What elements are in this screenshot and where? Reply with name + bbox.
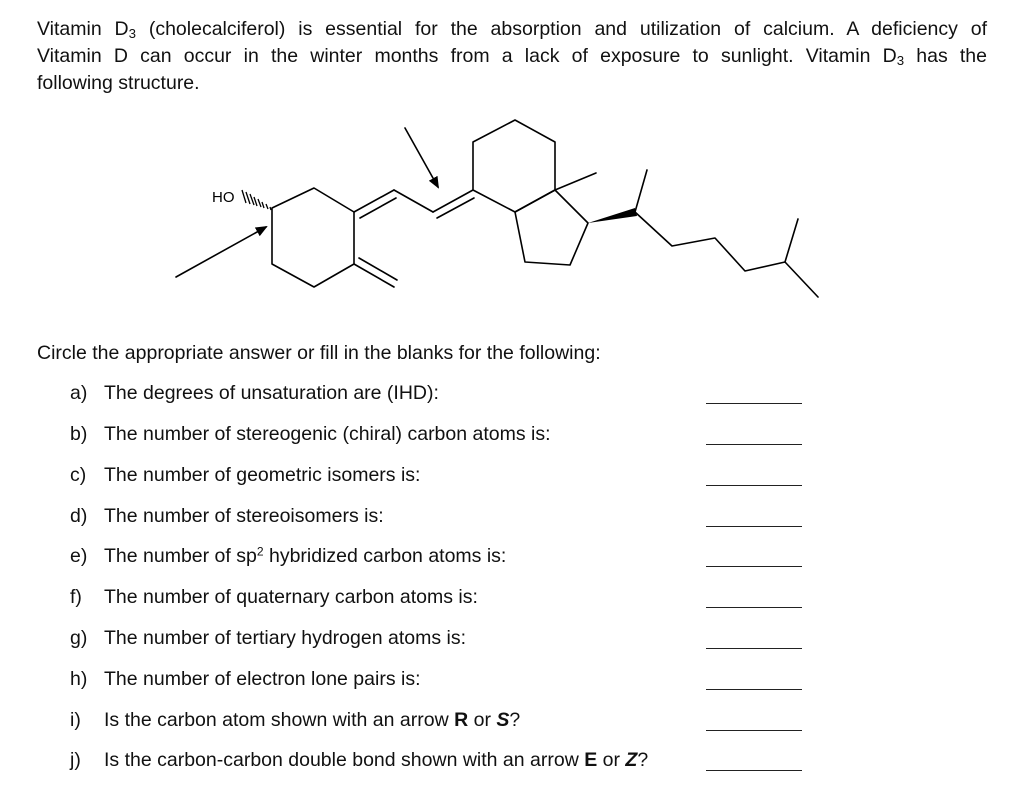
question-j: j) Is the carbon-carbon double bond shown with an arrow E or Z? bbox=[70, 747, 810, 774]
answer-blank-g[interactable] bbox=[706, 648, 802, 649]
answer-blank-c[interactable] bbox=[706, 485, 802, 486]
answer-blank-d[interactable] bbox=[706, 526, 802, 527]
ring-c bbox=[473, 120, 555, 212]
vitamin-d3-structure bbox=[0, 100, 1024, 310]
option-e[interactable]: E bbox=[584, 749, 598, 771]
question-d: d) The number of stereoisomers is: bbox=[70, 503, 810, 530]
answer-blank-f[interactable] bbox=[706, 607, 802, 608]
question-a: a) The degrees of unsaturation are (IHD): bbox=[70, 380, 810, 407]
intro-line-1: Vitamin $D_3$ (cholecalciferol) is essential for the absorption and utilization of calcium. A deficiency of bbox=[37, 18, 988, 41]
option-r[interactable]: R bbox=[454, 709, 469, 731]
intro-line-2: Vitamin D can occur in the winter months from a lack of exposure to sunlight. Vitamin $D_3$ has the bbox=[37, 45, 987, 68]
option-z[interactable]: Z bbox=[625, 749, 638, 771]
answer-blank-h[interactable] bbox=[706, 689, 802, 690]
ring-a bbox=[272, 188, 354, 287]
option-s[interactable]: S bbox=[496, 709, 510, 731]
question-c: c) The number of geometric isomers is: bbox=[70, 462, 810, 489]
hydroxyl-label: HO bbox=[212, 189, 235, 206]
answer-blank-a[interactable] bbox=[706, 403, 802, 404]
answer-blank-i[interactable] bbox=[706, 730, 802, 731]
side-chain bbox=[635, 212, 818, 297]
answer-blank-e[interactable] bbox=[706, 566, 802, 567]
question-e: e) The number of $sp^2$ hybridized carbon atoms is: bbox=[70, 543, 810, 570]
answer-blank-j[interactable] bbox=[706, 770, 802, 771]
answer-blank-b[interactable] bbox=[706, 444, 802, 445]
intro-line-3: following structure. bbox=[37, 72, 200, 94]
wedge-bond bbox=[588, 208, 637, 223]
intro-paragraph bbox=[37, 16, 987, 97]
question-g: g) The number of tertiary hydrogen atoms is: bbox=[70, 625, 810, 652]
question-h: h) The number of electron lone pairs is: bbox=[70, 666, 810, 693]
ring-d bbox=[515, 190, 588, 265]
question-b: b) The number of stereogenic (chiral) carbon atoms is: bbox=[70, 421, 810, 448]
arrow-to-stereocenter bbox=[176, 227, 266, 277]
question-i: i) Is the carbon atom shown with an arrow R or S? bbox=[70, 707, 810, 734]
arrow-to-double-bond bbox=[405, 128, 438, 187]
instruction-text: Circle the appropriate answer or fill in the blanks for the following: bbox=[37, 342, 601, 364]
hashed-bond bbox=[242, 190, 271, 210]
angular-methyl bbox=[555, 173, 596, 190]
ring-a-double-bond bbox=[354, 190, 394, 212]
question-f: f) The number of quaternary carbon atoms is: bbox=[70, 584, 810, 611]
